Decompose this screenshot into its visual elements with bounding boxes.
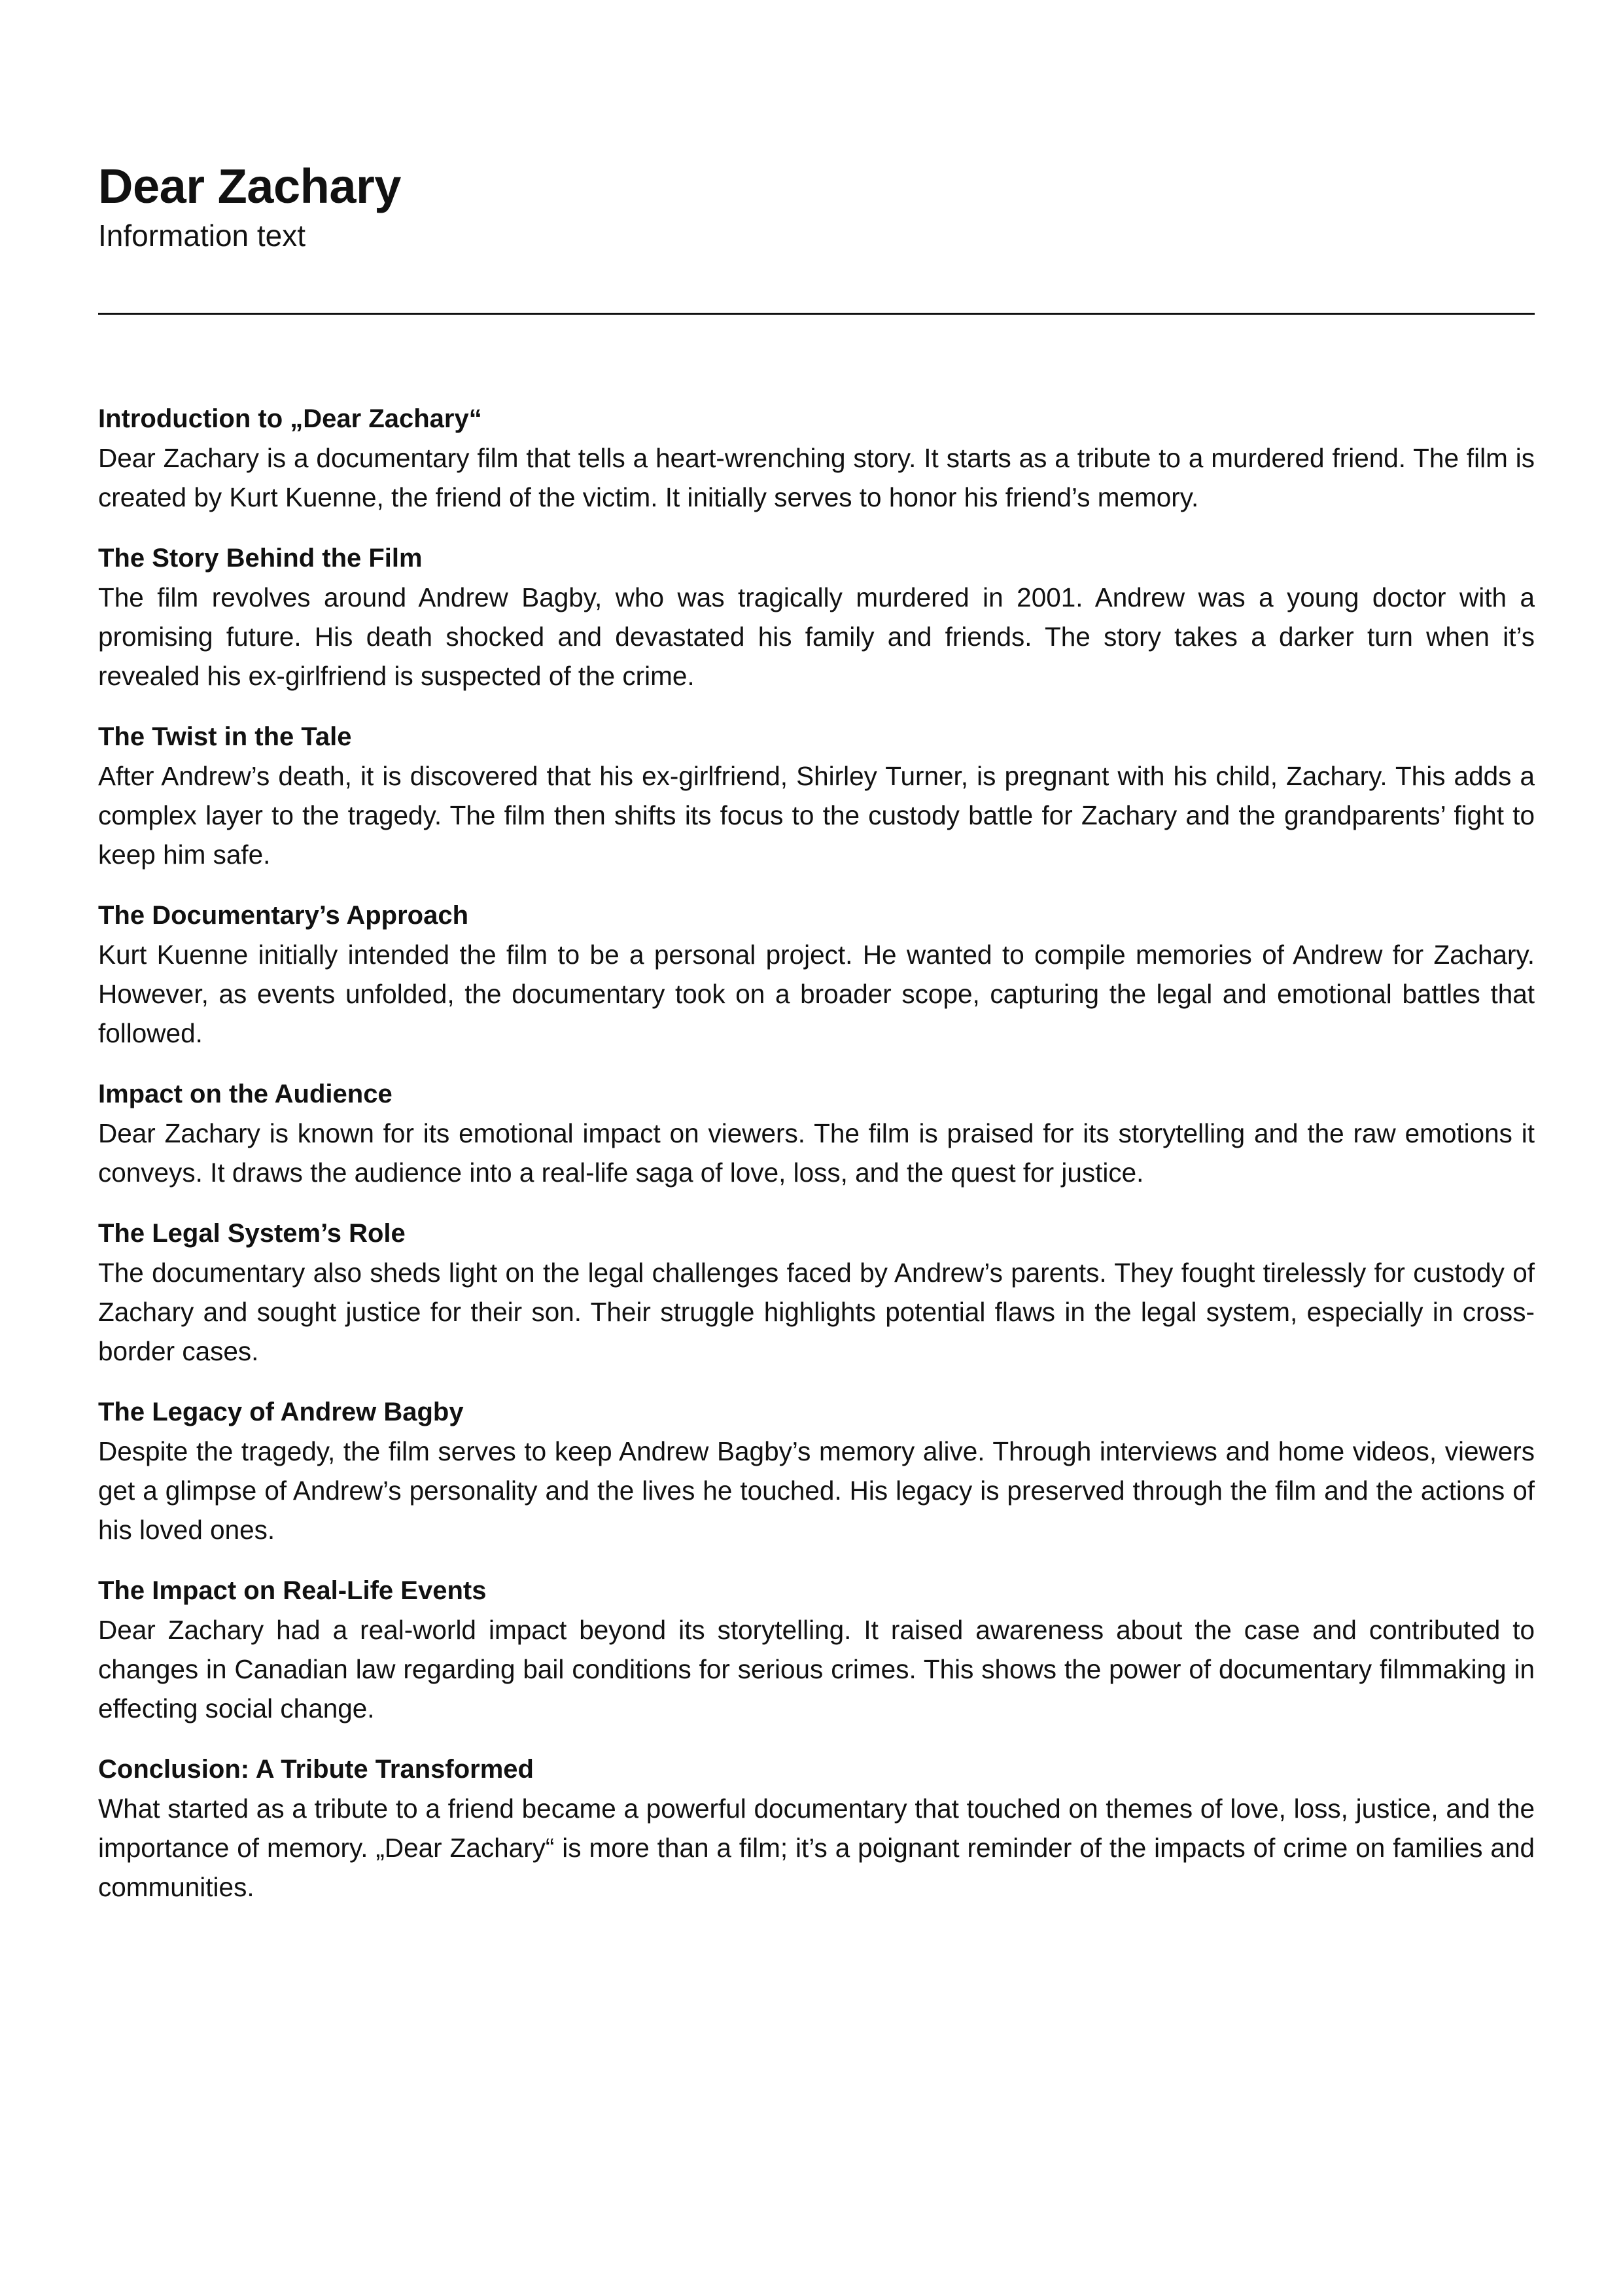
section-twist-in-tale [98,717,1535,874]
section-paragraph: Kurt Kuenne initially intended the film to be a personal project. He wanted to compile memories of Andrew for Zachary. However, as events unfolded, the documentary took on a broader scope, capturing the legal and emotional battles that followed. [98,940,1535,1048]
section-conclusion [98,1750,1535,1907]
section-heading: The Twist in the Tale [98,722,352,751]
section-legacy-andrew-bagby [98,1392,1535,1549]
section-paragraph: After Andrew’s death, it is discovered that his ex-girlfriend, Shirley Turner, is pregnant with his child, Zachary. This adds a complex layer to the tragedy. The film then shifts its focus to the custody battle for Zachary and the grandparents’ fight to keep him safe. [98,761,1535,870]
section-story-behind-film [98,539,1535,696]
section-paragraph: The film revolves around Andrew Bagby, who was tragically murdered in 2001. Andrew was a young doctor with a promising future. His death shocked and devastated his family and friends. The story takes a darker turn when it’s revealed his ex-girlfriend is suspected of the crime. [98,582,1535,691]
section-heading: Introduction to „Dear Zachary“ [98,404,482,433]
document-title: Dear Zachary [98,159,401,213]
section-heading: Impact on the Audience [98,1080,393,1108]
document-content [98,399,1535,1928]
document-subtitle: Information text [98,219,306,253]
section-documentary-approach [98,896,1535,1053]
section-paragraph: What started as a tribute to a friend became a powerful documentary that touched on themes of love, loss, justice, and the importance of memory. „Dear Zachary“ is more than a film; it’s a poignant reminder of the impacts of crime on families and communities. [98,1793,1535,1902]
section-paragraph: Despite the tragedy, the film serves to keep Andrew Bagby’s memory alive. Through interviews and home videos, viewers get a glimpse of Andrew’s personality and the lives he touched. His legacy is preserved through the film and the actions of his loved ones. [98,1436,1535,1545]
section-heading: The Legal System’s Role [98,1219,406,1248]
section-paragraph: Dear Zachary had a real-world impact beyond its storytelling. It raised awareness about the case and contributed to changes in Canadian law regarding bail conditions for serious crimes. This shows the power of documentary filmmaking in effecting social change. [98,1615,1535,1723]
header-divider [98,313,1535,315]
section-heading: The Impact on Real-Life Events [98,1576,487,1605]
section-heading: The Story Behind the Film [98,544,423,573]
section-introduction [98,399,1535,517]
section-paragraph: The documentary also sheds light on the legal challenges faced by Andrew’s parents. They fought tirelessly for custody of Zachary and sought justice for their son. Their struggle highlights potential flaws in the legal system, especially in cross-border cases. [98,1258,1535,1366]
section-heading: The Documentary’s Approach [98,901,469,930]
section-paragraph: Dear Zachary is known for its emotional impact on viewers. The film is praised for its storytelling and the raw emotions it conveys. It draws the audience into a real-life saga of love, loss, and the quest for justice. [98,1118,1535,1188]
section-heading: The Legacy of Andrew Bagby [98,1398,464,1426]
section-paragraph: Dear Zachary is a documentary film that tells a heart-wrenching story. It starts as a tribute to a murdered friend. The film is created by Kurt Kuenne, the friend of the victim. It initially serves to honor his friend’s memory. [98,443,1535,512]
section-heading: Conclusion: A Tribute Transformed [98,1755,534,1784]
section-legal-system-role [98,1214,1535,1371]
section-impact-real-life-events [98,1571,1535,1728]
section-impact-on-audience [98,1074,1535,1192]
